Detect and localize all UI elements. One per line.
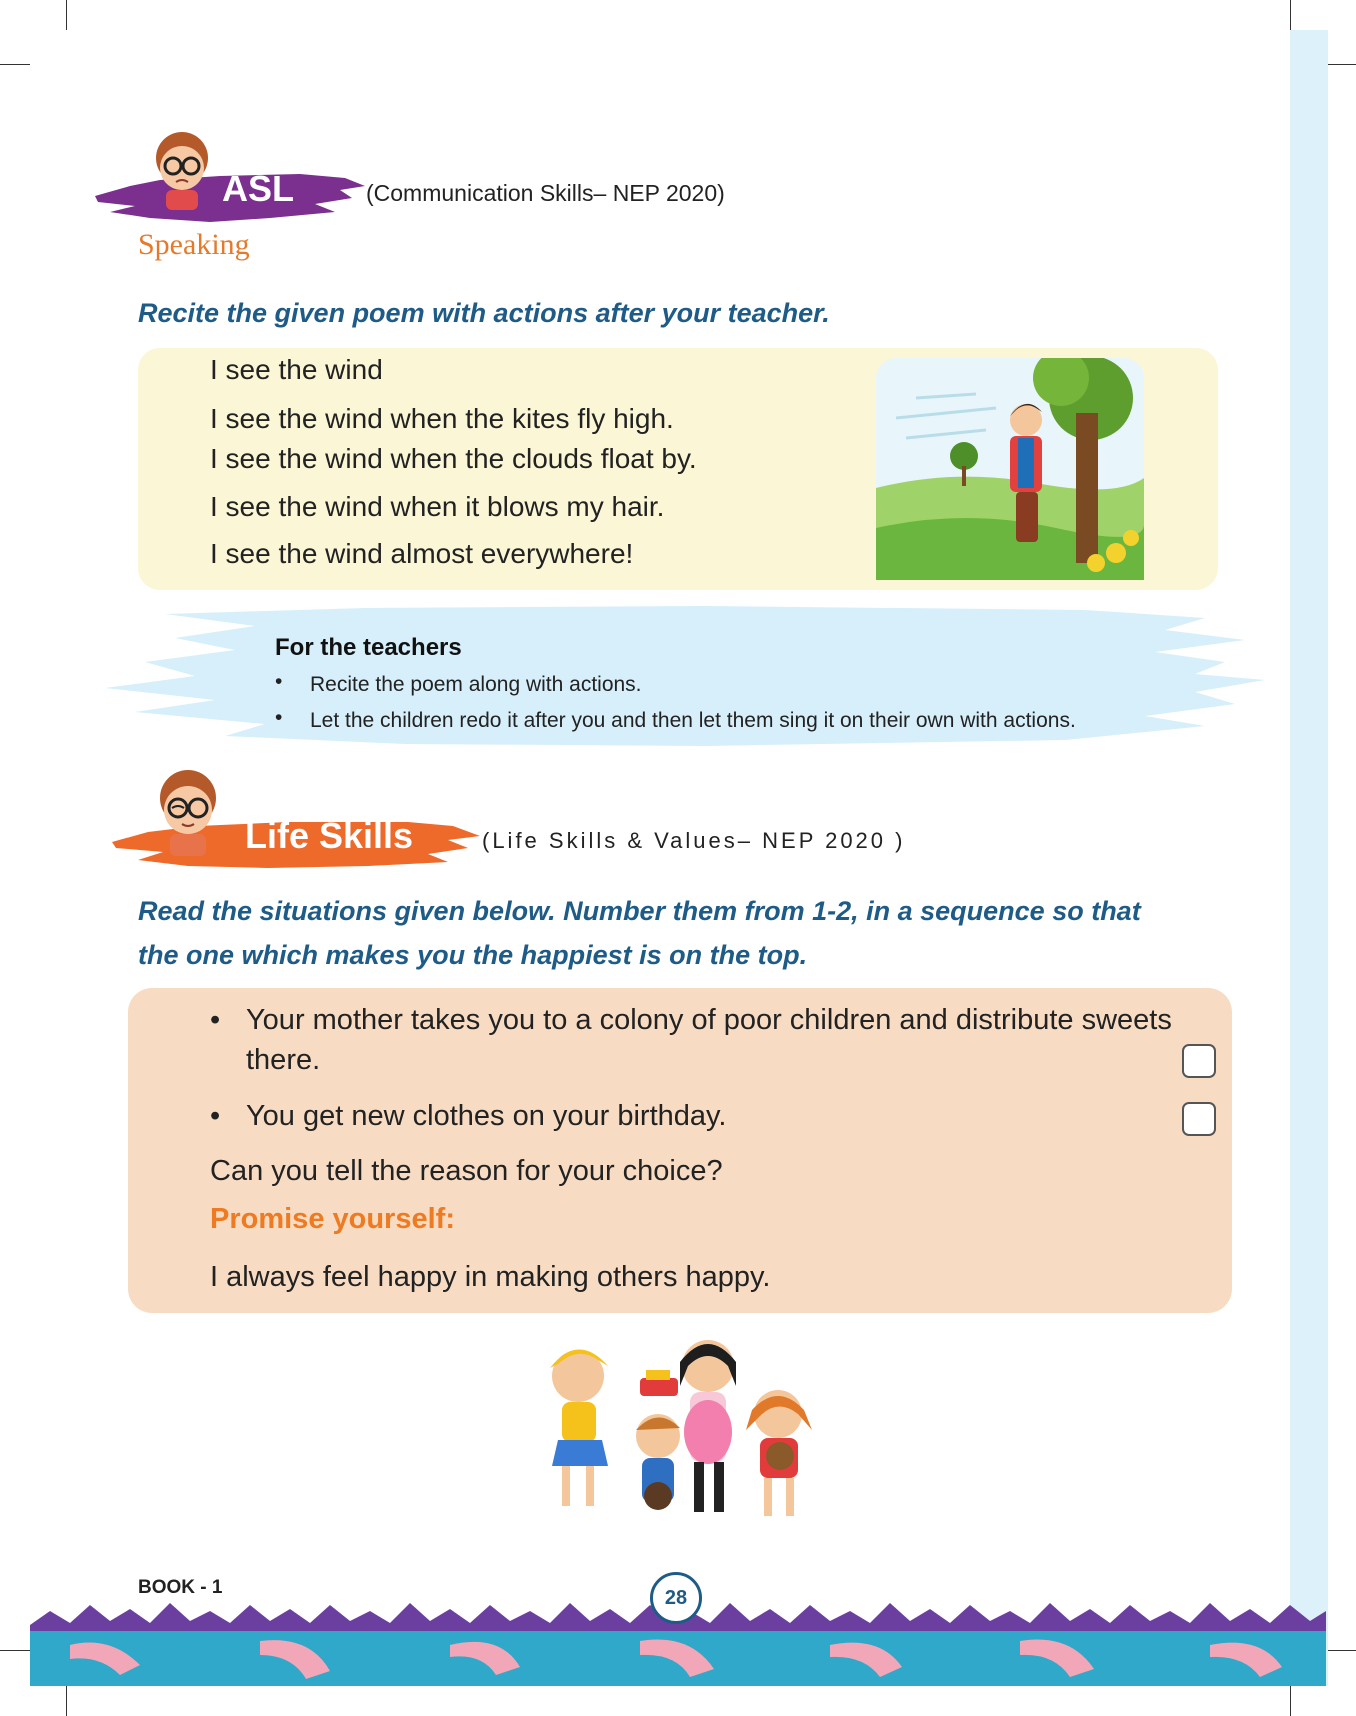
asl-subtitle: (Communication Skills– NEP 2020): [366, 180, 725, 206]
situation-text: You get new clothes on your birthday.: [246, 1100, 727, 1132]
promise-label: Promise yourself:: [210, 1203, 455, 1235]
boy-mascot-icon: [140, 128, 224, 212]
crop-mark: [66, 1686, 67, 1716]
crop-mark: [1290, 1686, 1291, 1716]
teachers-bullet: Let the children redo it after you and then let them sing it on their own with actions.: [310, 709, 1076, 732]
asl-instruction: Recite the given poem with actions after your teacher.: [138, 298, 830, 328]
page-number: 28: [650, 1572, 702, 1624]
crop-mark: [66, 0, 67, 30]
poem-line: I see the wind when the kites fly high.: [210, 403, 674, 434]
situation-text: there.: [246, 1044, 321, 1076]
section-title-speaking: Speaking: [138, 228, 250, 261]
crop-mark: [0, 64, 30, 65]
teachers-title: For the teachers: [275, 634, 462, 661]
children-illustration: [528, 1326, 834, 1534]
poem-line: I see the wind almost everywhere!: [210, 538, 634, 569]
crop-mark: [1326, 64, 1356, 65]
crop-mark: [1326, 1650, 1356, 1651]
reason-question: Can you tell the reason for your choice?: [210, 1155, 723, 1187]
poem-line: I see the wind when the clouds float by.: [210, 443, 697, 474]
crop-mark: [0, 1650, 30, 1651]
promise-text: I always feel happy in making others happy.: [210, 1261, 771, 1293]
bullet-dot: •: [275, 670, 283, 693]
windy-boy-illustration: [876, 358, 1144, 580]
poem-line: I see the wind when it blows my hair.: [210, 491, 665, 522]
crop-mark: [1290, 0, 1291, 30]
asl-badge: ASL: [222, 168, 294, 209]
bullet-dot: •: [210, 1004, 221, 1036]
book-label: BOOK - 1: [138, 1577, 223, 1598]
teachers-bullet: Recite the poem along with actions.: [310, 673, 642, 696]
rank-checkbox[interactable]: [1182, 1044, 1216, 1078]
side-strip: [1290, 30, 1328, 1686]
poem-line: I see the wind: [210, 354, 383, 385]
life-instruction: the one which makes you the happiest is on the top.: [138, 940, 808, 970]
life-skills-subtitle: (Life Skills & Values– NEP 2020 ): [482, 828, 906, 853]
life-skills-badge: Life Skills: [245, 815, 414, 856]
rank-checkbox[interactable]: [1182, 1102, 1216, 1136]
bullet-dot: •: [275, 706, 283, 729]
boy-mascot-wink-icon: [140, 764, 236, 860]
life-instruction: Read the situations given below. Number them from 1-2, in a sequence so that: [138, 896, 1141, 926]
bullet-dot: •: [210, 1100, 221, 1132]
situation-text: Your mother takes you to a colony of poor children and distribute sweets: [246, 1004, 1172, 1036]
